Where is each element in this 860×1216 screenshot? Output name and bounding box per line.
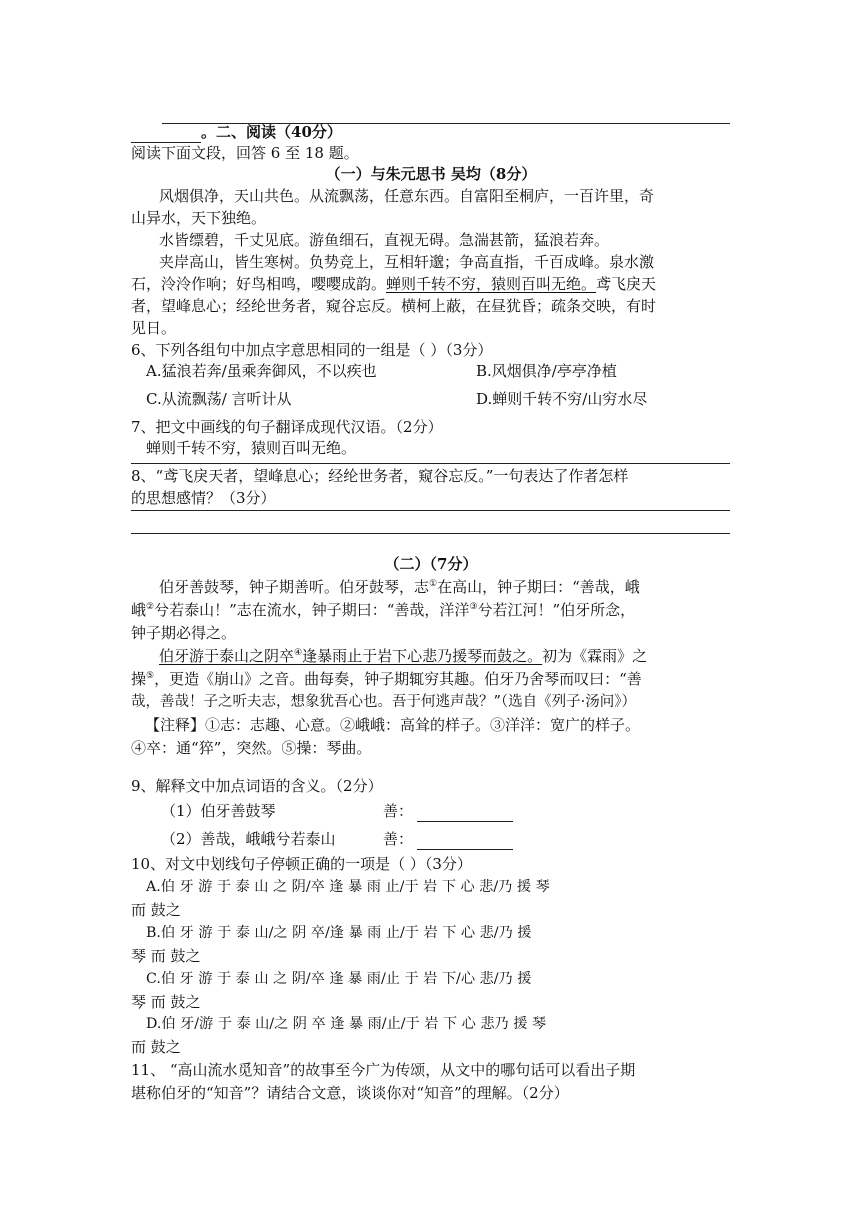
section-heading: 。二、阅读（40分） <box>131 121 731 143</box>
underlined-sentence: 蝉则千转不穷，猿则百叫无绝。 <box>386 275 597 293</box>
answer-blank <box>131 127 201 143</box>
q8-answer-line-1[interactable] <box>131 510 730 511</box>
q9-item1: （1）伯牙善鼓琴 <box>161 802 276 820</box>
q11-line1: 11、 “高山流水觅知音”的故事至今广为传颂，从文中的哪句话可以看出子期 <box>131 1061 636 1079</box>
passage2-p2c: 哉，善哉！子之听夫志，想象犹吾心也。吾于何逃声哉？”（选自《列子·汤问》） <box>131 694 637 710</box>
underlined-sentence-2: 伯牙游于泰山之阴卒④逢暴雨止于岩下心悲乃援琴而鼓之。 <box>159 647 543 665</box>
q8-line2: 的思想感情？（3分） <box>131 489 276 507</box>
passage1-p1a: 风烟俱净，天山共色。从流飘荡，任意东西。自富阳至桐庐，一百许里，奇 <box>159 187 655 205</box>
q6-option-b: B.风烟俱净/亭亭净植 <box>476 362 617 380</box>
q9-item2-blank[interactable] <box>417 834 513 850</box>
passage1-p3c: 者，望峰息心；经纶世务者，窥谷忘反。横柯上蔽，在昼犹昏；疏条交映，有时 <box>131 297 657 315</box>
passage1-p3d: 见日。 <box>131 319 177 337</box>
q9-item2-answer: 善： <box>383 828 583 850</box>
q9-stem: 9、解释文中加点词语的含义。（2分） <box>131 777 383 795</box>
q10-option-c2: 琴 而 鼓之 <box>131 993 201 1011</box>
q10-option-d1: D.伯 牙/游 于 泰 山/之 阴 卒 逢 暴 雨/止/于 岩 下 心 悲乃 援 琴 <box>146 1016 547 1032</box>
q7-answer-line[interactable] <box>131 463 730 464</box>
passage2-p1a: 伯牙善鼓琴，钟子期善听。伯牙鼓琴，志①在高山，钟子期曰：“善哉，峨 <box>159 578 640 596</box>
passage2-p2a: 伯牙游于泰山之阴卒④逢暴雨止于岩下心悲乃援琴而鼓之。初为《霖雨》之 <box>159 647 648 665</box>
passage1-title: （一）与朱元思书 吴均（8分） <box>325 165 537 183</box>
passage1-p3b: 石，泠泠作响；好鸟相鸣，嘤嘤成韵。蝉则千转不穷，猿则百叫无绝。鸢飞戾天 <box>131 275 657 293</box>
q6-option-c: C.从流飘荡/ 言听计从 <box>146 390 292 408</box>
q6-stem: 6、下列各组句中加点字意思相同的一组是（ ）（3分） <box>131 341 493 359</box>
q9-item1-blank[interactable] <box>417 806 513 822</box>
passage1-p3a: 夹岸高山，皆生寒树。负势竞上，互相轩邈；争高直指，千百成峰。泉水激 <box>159 253 655 271</box>
q8-line1: 8、“鸢飞戾天者，望峰息心；经纶世务者，窥谷忘反。”一句表达了作者怎样 <box>131 467 629 485</box>
q6-option-a: A.猛浪若奔/虽乘奔御风，不以疾也 <box>146 362 377 380</box>
q10-option-c1: C.伯 牙 游 于 泰 山 之 阴/卒 逢 暴 雨/止 于 岩 下/心 悲/乃 援 <box>146 971 532 987</box>
q10-option-d2: 而 鼓之 <box>131 1038 181 1056</box>
passage2-p1b: 峨②兮若泰山！”志在流水，钟子期曰：“善哉，洋洋③兮若江河！”伯牙所念， <box>131 601 636 619</box>
q7-sentence: 蝉则千转不穷，猿则百叫无绝。 <box>146 439 357 457</box>
q10-option-a1: A.伯 牙 游 于 泰 山 之 阴/卒 逢 暴 雨 止/于 岩 下 心 悲/乃 援 琴 <box>146 879 550 895</box>
passage2-p1c: 钟子期必得之。 <box>131 624 237 642</box>
q10-option-a2: 而 鼓之 <box>131 901 181 919</box>
q11-line2: 堪称伯牙的“知音”？请结合文意，谈谈你对“知音”的理解。（2分） <box>131 1084 569 1102</box>
passage2-note2: ④卒：通“猝”，突然。⑤操：琴曲。 <box>131 739 372 757</box>
passage1-p2: 水皆缥碧，千丈见底。游鱼细石，直视无碍。急湍甚箭，猛浪若奔。 <box>159 231 610 249</box>
passage2-p2b: 操⑤，更造《崩山》之音。曲每奏，钟子期辄穷其趣。伯牙乃舍琴而叹曰：“善 <box>131 670 642 688</box>
q10-option-b1: B.伯 牙 游 于 泰 山/之 阴 卒/逢 暴 雨 止/于 岩 下 心 悲/乃 援 <box>146 925 532 941</box>
q10-option-b2: 琴 而 鼓之 <box>131 947 201 965</box>
passage1-p1b: 山异水，天下独绝。 <box>131 209 267 227</box>
q9-item2: （2）善哉，峨峨兮若泰山 <box>161 830 336 848</box>
passage2-note1: 【注释】①志：志趣、心意。②峨峨：高耸的样子。③洋洋：宽广的样子。 <box>145 716 641 734</box>
q7-stem: 7、把文中画线的句子翻译成现代汉语。（2分） <box>131 418 443 436</box>
passage2-title: （二）（7分） <box>384 555 478 573</box>
q9-item1-answer: 善： <box>383 800 583 822</box>
q6-option-d: D.蝉则千转不穷/山穷水尽 <box>476 390 648 408</box>
reading-instruction: 阅读下面文段，回答 6 至 18 题。 <box>131 144 359 162</box>
q10-stem: 10、对文中划线句子停顿正确的一项是（ ）（3分） <box>131 855 472 873</box>
q8-answer-line-2[interactable] <box>131 533 730 534</box>
